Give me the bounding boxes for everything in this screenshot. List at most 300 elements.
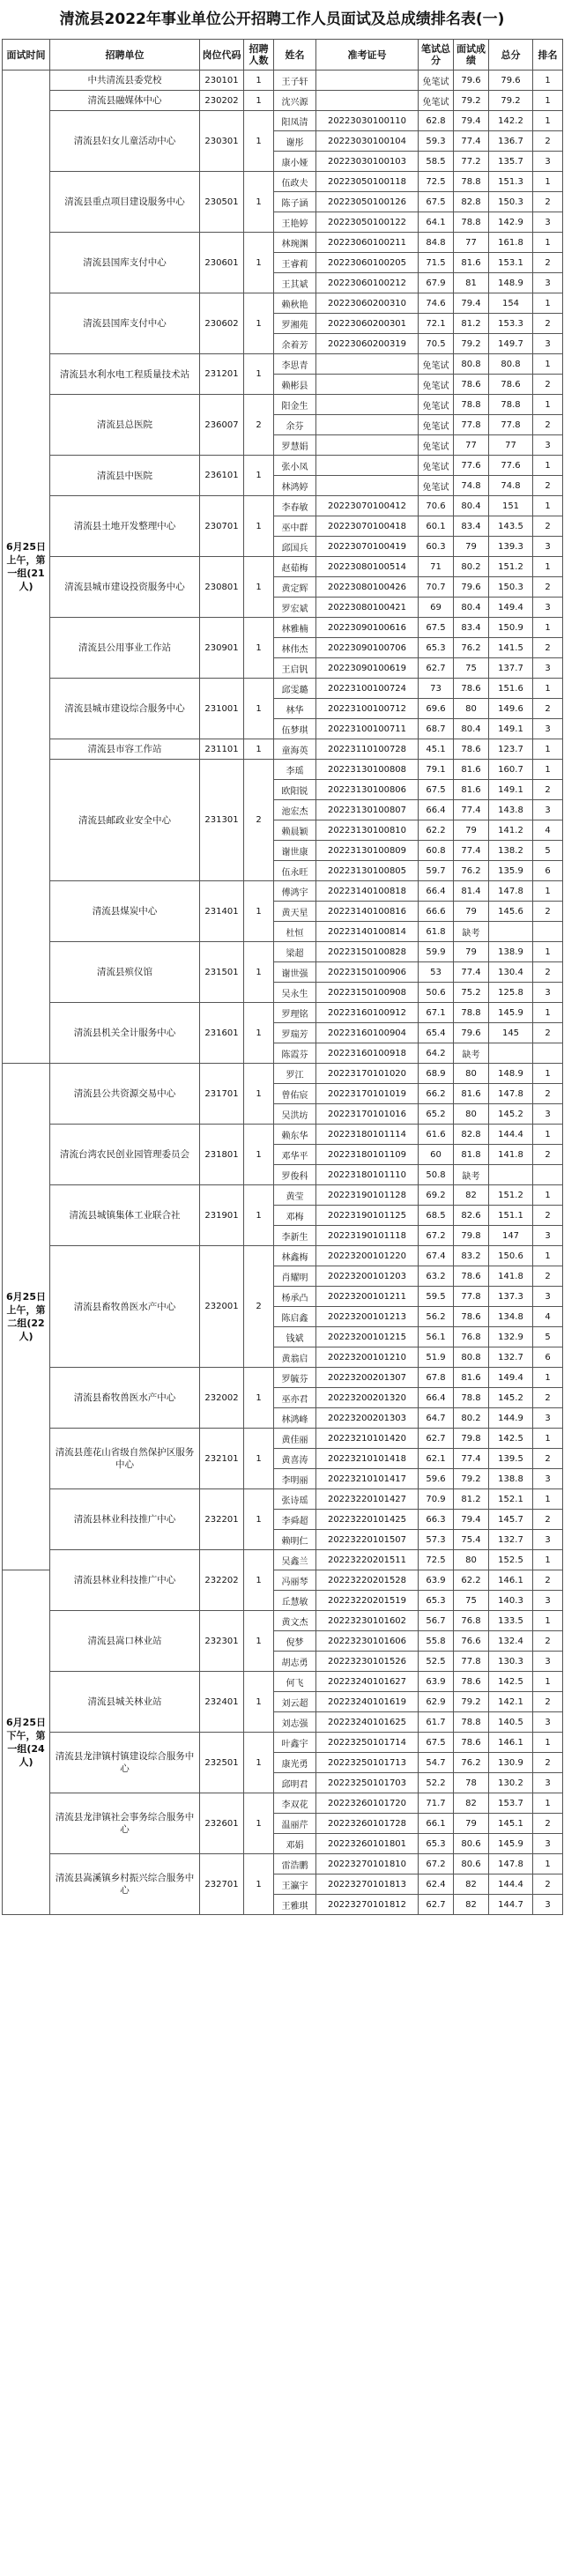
total-score-cell: 79.2 (489, 91, 533, 111)
name-cell: 赵茹梅 (274, 557, 316, 577)
interview-score-cell: 77.4 (454, 1449, 489, 1469)
hire-count-cell: 1 (244, 1854, 274, 1915)
written-score-cell: 66.4 (419, 800, 454, 820)
interview-score-cell: 78.6 (454, 1733, 489, 1753)
hire-count-cell: 1 (244, 1611, 274, 1672)
exam-id-cell: 20223100100711 (316, 719, 419, 739)
total-score-cell: 149.1 (489, 780, 533, 800)
interview-score-cell: 78.6 (454, 1672, 489, 1692)
exam-id-cell: 20223160100918 (316, 1043, 419, 1064)
interview-score-cell: 78.8 (454, 1388, 489, 1408)
rank-cell: 3 (533, 1591, 563, 1611)
table-row (3, 1733, 563, 1753)
interview-score-cell: 80.4 (454, 598, 489, 618)
total-score-cell: 148.9 (489, 1064, 533, 1084)
rank-cell: 2 (533, 1510, 563, 1530)
rank-cell: 1 (533, 1185, 563, 1206)
written-score-cell: 64.2 (419, 1043, 454, 1064)
name-cell: 余着芳 (274, 334, 316, 354)
written-score-cell: 69.2 (419, 1185, 454, 1206)
name-cell: 黄翁启 (274, 1347, 316, 1368)
written-score-cell: 免笔试 (419, 435, 454, 456)
written-score-cell: 67.5 (419, 780, 454, 800)
total-score-cell: 147.8 (489, 1854, 533, 1874)
rank-cell: 3 (533, 598, 563, 618)
total-score-cell: 145 (489, 1023, 533, 1043)
rank-cell: 2 (533, 375, 563, 395)
exam-id-cell (316, 91, 419, 111)
rank-cell: 1 (533, 496, 563, 516)
rank-cell: 3 (533, 537, 563, 557)
total-score-cell: 151.2 (489, 557, 533, 577)
rank-cell: 1 (533, 1733, 563, 1753)
exam-id-cell: 20223050100118 (316, 172, 419, 192)
written-score-cell: 63.2 (419, 1266, 454, 1287)
exam-id-cell: 20223180101109 (316, 1145, 419, 1165)
exam-id-cell: 20223070100419 (316, 537, 419, 557)
exam-id-cell: 20223190101128 (316, 1185, 419, 1206)
interview-score-cell: 79.4 (454, 293, 489, 314)
hire-count-cell: 1 (244, 557, 274, 618)
name-cell: 黄文杰 (274, 1611, 316, 1631)
total-score-cell: 149.7 (489, 334, 533, 354)
interview-score-cell: 76.8 (454, 1327, 489, 1347)
interview-score-cell: 78.8 (454, 1003, 489, 1023)
rank-cell: 1 (533, 395, 563, 415)
header-cell: 排名 (533, 40, 563, 71)
table-row (3, 1368, 563, 1388)
name-cell: 罗瑞芳 (274, 1023, 316, 1043)
table-row (3, 679, 563, 699)
hire-count-cell: 2 (244, 1246, 274, 1368)
interview-score-cell: 79 (454, 537, 489, 557)
hire-count-cell: 1 (244, 111, 274, 172)
hire-count-cell: 1 (244, 1368, 274, 1429)
exam-id-cell: 20223130100809 (316, 841, 419, 861)
rank-cell: 5 (533, 841, 563, 861)
post-code-cell: 230301 (200, 111, 244, 172)
rank-cell: 1 (533, 1003, 563, 1023)
unit-cell: 清流县城镇集体工业联合社 (50, 1185, 200, 1246)
rank-cell: 4 (533, 1307, 563, 1327)
exam-id-cell: 20223100100724 (316, 679, 419, 699)
post-code-cell: 231601 (200, 1003, 244, 1064)
total-score-cell: 132.7 (489, 1530, 533, 1550)
post-code-cell: 231901 (200, 1185, 244, 1246)
table-row (3, 1246, 563, 1266)
interview-score-cell: 79.8 (454, 1226, 489, 1246)
exam-id-cell: 20223060200301 (316, 314, 419, 334)
total-score-cell: 145.9 (489, 1834, 533, 1854)
unit-cell: 清流县国库支付中心 (50, 293, 200, 354)
total-score-cell: 149.1 (489, 719, 533, 739)
table-row (3, 496, 563, 516)
written-score-cell: 63.9 (419, 1570, 454, 1591)
name-cell: 雷浩鹏 (274, 1854, 316, 1874)
rank-cell: 2 (533, 1570, 563, 1591)
unit-cell: 清流县嵩口林业站 (50, 1611, 200, 1672)
rank-cell (533, 1165, 563, 1185)
interview-score-cell: 80.4 (454, 719, 489, 739)
interview-score-cell: 79 (454, 1814, 489, 1834)
written-score-cell: 59.9 (419, 942, 454, 962)
interview-score-cell: 75 (454, 1591, 489, 1611)
total-score-cell: 151 (489, 496, 533, 516)
rank-cell: 2 (533, 192, 563, 212)
written-score-cell: 64.7 (419, 1408, 454, 1429)
rank-cell: 3 (533, 152, 563, 172)
interview-score-cell: 82 (454, 1874, 489, 1895)
name-cell: 罗江 (274, 1064, 316, 1084)
rank-cell: 1 (533, 1429, 563, 1449)
written-score-cell: 62.9 (419, 1692, 454, 1712)
total-score-cell: 136.7 (489, 131, 533, 152)
rank-cell: 2 (533, 1145, 563, 1165)
written-score-cell: 62.2 (419, 820, 454, 841)
exam-id-cell (316, 395, 419, 415)
total-score-cell: 130.4 (489, 962, 533, 983)
written-score-cell: 67.2 (419, 1226, 454, 1246)
post-code-cell: 230501 (200, 172, 244, 233)
written-score-cell: 64.1 (419, 212, 454, 233)
name-cell: 康光勇 (274, 1753, 316, 1773)
name-cell: 赖晨颖 (274, 820, 316, 841)
written-score-cell: 67.2 (419, 1854, 454, 1874)
written-score-cell: 70.7 (419, 577, 454, 598)
rank-cell: 2 (533, 1692, 563, 1712)
total-score-cell: 150.3 (489, 577, 533, 598)
written-score-cell: 72.1 (419, 314, 454, 334)
total-score-cell: 134.8 (489, 1307, 533, 1327)
rank-cell: 2 (533, 1631, 563, 1652)
post-code-cell: 231101 (200, 739, 244, 760)
name-cell: 刘云超 (274, 1692, 316, 1712)
name-cell: 王睿莉 (274, 253, 316, 273)
interview-score-cell: 78.6 (454, 375, 489, 395)
total-score-cell: 152.5 (489, 1550, 533, 1570)
interview-score-cell: 78.6 (454, 1307, 489, 1327)
unit-cell: 清流县城关林业站 (50, 1672, 200, 1733)
total-score-cell: 133.5 (489, 1611, 533, 1631)
written-score-cell: 68.5 (419, 1206, 454, 1226)
post-code-cell: 231201 (200, 354, 244, 395)
exam-id-cell: 20223170101020 (316, 1064, 419, 1084)
hire-count-cell: 1 (244, 1733, 274, 1793)
written-score-cell: 67.5 (419, 618, 454, 638)
name-cell: 邱明君 (274, 1773, 316, 1793)
interview-score-cell: 78.8 (454, 172, 489, 192)
rank-cell: 1 (533, 172, 563, 192)
table-row (3, 942, 563, 962)
exam-id-cell: 20223240101619 (316, 1692, 419, 1712)
unit-cell: 清流县融媒体中心 (50, 91, 200, 111)
header-cell: 笔试总分 (419, 40, 454, 71)
written-score-cell: 57.3 (419, 1530, 454, 1550)
table-row (3, 1793, 563, 1814)
exam-id-cell: 20223190101118 (316, 1226, 419, 1246)
interview-score-cell: 80.2 (454, 1408, 489, 1429)
results-table (2, 39, 563, 1915)
exam-id-cell (316, 354, 419, 375)
written-score-cell: 67.9 (419, 273, 454, 293)
rank-cell: 1 (533, 1793, 563, 1814)
total-score-cell: 151.6 (489, 679, 533, 699)
unit-cell: 清流县公用事业工作站 (50, 618, 200, 679)
header-cell: 招聘人数 (244, 40, 274, 71)
rank-cell: 3 (533, 719, 563, 739)
total-score-cell: 153.1 (489, 253, 533, 273)
total-score-cell: 146.1 (489, 1733, 533, 1753)
interview-score-cell: 75 (454, 658, 489, 679)
exam-id-cell: 20223220101425 (316, 1510, 419, 1530)
written-score-cell: 免笔试 (419, 71, 454, 91)
written-score-cell: 56.1 (419, 1327, 454, 1347)
post-code-cell: 230901 (200, 618, 244, 679)
hire-count-cell: 2 (244, 760, 274, 881)
exam-id-cell (316, 435, 419, 456)
rank-cell: 4 (533, 820, 563, 841)
total-score-cell: 130.2 (489, 1773, 533, 1793)
total-score-cell: 145.1 (489, 1814, 533, 1834)
name-cell: 伍永旺 (274, 861, 316, 881)
total-score-cell: 146.1 (489, 1570, 533, 1591)
exam-id-cell: 20223200101203 (316, 1266, 419, 1287)
total-score-cell: 147 (489, 1226, 533, 1246)
name-cell: 李新生 (274, 1226, 316, 1246)
name-cell: 邱国兵 (274, 537, 316, 557)
written-score-cell: 66.6 (419, 902, 454, 922)
page-title: 清流县2022年事业单位公开招聘工作人员面试及总成绩排名表(一) (59, 11, 505, 28)
hire-count-cell: 1 (244, 172, 274, 233)
post-code-cell: 232301 (200, 1611, 244, 1672)
total-score-cell: 147.8 (489, 1084, 533, 1104)
written-score-cell: 59.3 (419, 131, 454, 152)
name-cell: 邓娟 (274, 1834, 316, 1854)
rank-cell: 1 (533, 679, 563, 699)
interview-score-cell: 78 (454, 1773, 489, 1793)
table-row (3, 354, 563, 375)
post-code-cell: 231701 (200, 1064, 244, 1125)
header-cell: 面试时间 (3, 40, 50, 71)
exam-id-cell: 20223210101418 (316, 1449, 419, 1469)
name-cell: 刘志强 (274, 1712, 316, 1733)
name-cell: 林琬渊 (274, 233, 316, 253)
rank-cell: 2 (533, 1206, 563, 1226)
written-score-cell: 62.7 (419, 1429, 454, 1449)
name-cell: 叶鑫宇 (274, 1733, 316, 1753)
exam-id-cell: 20223220201511 (316, 1550, 419, 1570)
interview-score-cell: 76.2 (454, 861, 489, 881)
interview-score-cell: 76.8 (454, 1611, 489, 1631)
exam-id-cell: 20223030100104 (316, 131, 419, 152)
unit-cell: 清流县重点项目建设服务中心 (50, 172, 200, 233)
post-code-cell: 236007 (200, 395, 244, 456)
interview-score-cell: 缺考 (454, 1043, 489, 1064)
rank-cell: 1 (533, 1489, 563, 1510)
total-score-cell: 149.4 (489, 598, 533, 618)
total-score-cell: 145.9 (489, 1003, 533, 1023)
post-code-cell: 236101 (200, 456, 244, 496)
rank-cell: 3 (533, 1834, 563, 1854)
post-code-cell: 231501 (200, 942, 244, 1003)
exam-id-cell: 20223060200319 (316, 334, 419, 354)
total-score-cell: 135.9 (489, 861, 533, 881)
exam-id-cell: 20223160100904 (316, 1023, 419, 1043)
total-score-cell: 79.6 (489, 71, 533, 91)
written-score-cell: 52.2 (419, 1773, 454, 1793)
total-score-cell: 145.6 (489, 902, 533, 922)
rank-cell: 2 (533, 699, 563, 719)
hire-count-cell: 1 (244, 1489, 274, 1550)
total-score-cell: 130.3 (489, 1652, 533, 1672)
rank-cell: 5 (533, 1327, 563, 1347)
exam-id-cell: 20223140100814 (316, 922, 419, 942)
post-code-cell: 231801 (200, 1125, 244, 1185)
hire-count-cell: 1 (244, 496, 274, 557)
interview-score-cell: 77.8 (454, 415, 489, 435)
name-cell: 冯丽琴 (274, 1570, 316, 1591)
table-row (3, 739, 563, 760)
rank-cell: 1 (533, 881, 563, 902)
rank-cell: 3 (533, 1773, 563, 1793)
name-cell: 林雅楠 (274, 618, 316, 638)
exam-id-cell: 20223090100616 (316, 618, 419, 638)
interview-score-cell: 78.8 (454, 1712, 489, 1733)
written-score-cell: 66.3 (419, 1510, 454, 1530)
exam-id-cell: 20223050100122 (316, 212, 419, 233)
total-score-cell: 74.8 (489, 476, 533, 496)
post-code-cell: 232002 (200, 1368, 244, 1429)
rank-cell: 1 (533, 456, 563, 476)
total-score-cell: 147.8 (489, 881, 533, 902)
unit-cell: 中共清流县委党校 (50, 71, 200, 91)
rank-cell: 6 (533, 1347, 563, 1368)
interview-score-cell: 82.6 (454, 1206, 489, 1226)
rank-cell: 2 (533, 253, 563, 273)
unit-cell: 清流县邮政业安全中心 (50, 760, 200, 881)
post-code-cell: 232401 (200, 1672, 244, 1733)
name-cell: 伍政夫 (274, 172, 316, 192)
interview-score-cell: 79 (454, 902, 489, 922)
name-cell: 赖彬县 (274, 375, 316, 395)
interview-score-cell: 77.4 (454, 962, 489, 983)
exam-id-cell: 20223270101813 (316, 1874, 419, 1895)
exam-id-cell: 20223100100712 (316, 699, 419, 719)
rank-cell: 3 (533, 800, 563, 820)
rank-cell: 3 (533, 1408, 563, 1429)
total-score-cell: 150.3 (489, 192, 533, 212)
written-score-cell: 73 (419, 679, 454, 699)
rank-cell: 1 (533, 1854, 563, 1874)
exam-id-cell: 20223270101812 (316, 1895, 419, 1915)
rank-cell: 3 (533, 658, 563, 679)
post-code-cell: 232701 (200, 1854, 244, 1915)
interview-score-cell: 80 (454, 1550, 489, 1570)
hire-count-cell: 2 (244, 395, 274, 456)
table-row (3, 1854, 563, 1874)
total-score-cell: 138.8 (489, 1469, 533, 1489)
total-score-cell (489, 1165, 533, 1185)
name-cell: 陈霞芬 (274, 1043, 316, 1064)
exam-id-cell: 20223260101728 (316, 1814, 419, 1834)
written-score-cell: 74.6 (419, 293, 454, 314)
exam-id-cell: 20223060100212 (316, 273, 419, 293)
exam-id-cell: 20223170101019 (316, 1084, 419, 1104)
rank-cell: 1 (533, 942, 563, 962)
total-score-cell: 142.5 (489, 1672, 533, 1692)
rank-cell: 1 (533, 111, 563, 131)
written-score-cell: 55.8 (419, 1631, 454, 1652)
written-score-cell: 59.5 (419, 1287, 454, 1307)
exam-id-cell: 20223080100421 (316, 598, 419, 618)
unit-cell: 清流台湾农民创业园管理委员会 (50, 1125, 200, 1185)
total-score-cell: 123.7 (489, 739, 533, 760)
written-score-cell: 59.6 (419, 1469, 454, 1489)
name-cell: 胡志勇 (274, 1652, 316, 1672)
exam-id-cell: 20223210101417 (316, 1469, 419, 1489)
post-code-cell: 232001 (200, 1246, 244, 1368)
total-score-cell: 132.9 (489, 1327, 533, 1347)
unit-cell: 清流县中医院 (50, 456, 200, 496)
exam-id-cell: 20223180101114 (316, 1125, 419, 1145)
total-score-cell: 140.5 (489, 1712, 533, 1733)
written-score-cell: 51.9 (419, 1347, 454, 1368)
hire-count-cell: 1 (244, 1429, 274, 1489)
interview-score-cell: 81.6 (454, 253, 489, 273)
name-cell: 罗理铭 (274, 1003, 316, 1023)
unit-cell: 清流县嵩溪镇乡村振兴综合服务中心 (50, 1854, 200, 1915)
rank-cell: 1 (533, 1611, 563, 1631)
written-score-cell: 免笔试 (419, 91, 454, 111)
exam-id-cell: 20223050100126 (316, 192, 419, 212)
exam-id-cell: 20223190101125 (316, 1206, 419, 1226)
total-score-cell: 142.1 (489, 1692, 533, 1712)
interview-score-cell: 79 (454, 942, 489, 962)
interview-score-cell: 75.4 (454, 1530, 489, 1550)
interview-score-cell: 78.8 (454, 395, 489, 415)
interview-score-cell: 77 (454, 435, 489, 456)
header-cell: 岗位代码 (200, 40, 244, 71)
rank-cell: 3 (533, 1895, 563, 1915)
interview-score-cell: 62.2 (454, 1570, 489, 1591)
exam-id-cell: 20223240101627 (316, 1672, 419, 1692)
total-score-cell: 144.9 (489, 1408, 533, 1429)
total-score-cell: 137.3 (489, 1287, 533, 1307)
written-score-cell: 65.3 (419, 1834, 454, 1854)
total-score-cell: 78.8 (489, 395, 533, 415)
table-row (3, 760, 563, 780)
rank-cell: 2 (533, 1753, 563, 1773)
name-cell: 杜恒 (274, 922, 316, 942)
written-score-cell: 67.5 (419, 1733, 454, 1753)
total-score-cell: 151.3 (489, 172, 533, 192)
total-score-cell: 140.3 (489, 1591, 533, 1611)
unit-cell: 清流县龙津镇社会事务综合服务中心 (50, 1793, 200, 1854)
written-score-cell: 68.9 (419, 1064, 454, 1084)
name-cell: 阳金生 (274, 395, 316, 415)
written-score-cell: 61.8 (419, 922, 454, 942)
unit-cell: 清流县城市建设投资服务中心 (50, 557, 200, 618)
rank-cell: 3 (533, 983, 563, 1003)
exam-id-cell: 20223200101210 (316, 1347, 419, 1368)
written-score-cell: 68.7 (419, 719, 454, 739)
interview-score-cell: 81.4 (454, 881, 489, 902)
exam-id-cell: 20223240101625 (316, 1712, 419, 1733)
interview-score-cell: 79.2 (454, 91, 489, 111)
interview-score-cell: 80.8 (454, 1347, 489, 1368)
rank-cell: 3 (533, 334, 563, 354)
name-cell: 康小娅 (274, 152, 316, 172)
